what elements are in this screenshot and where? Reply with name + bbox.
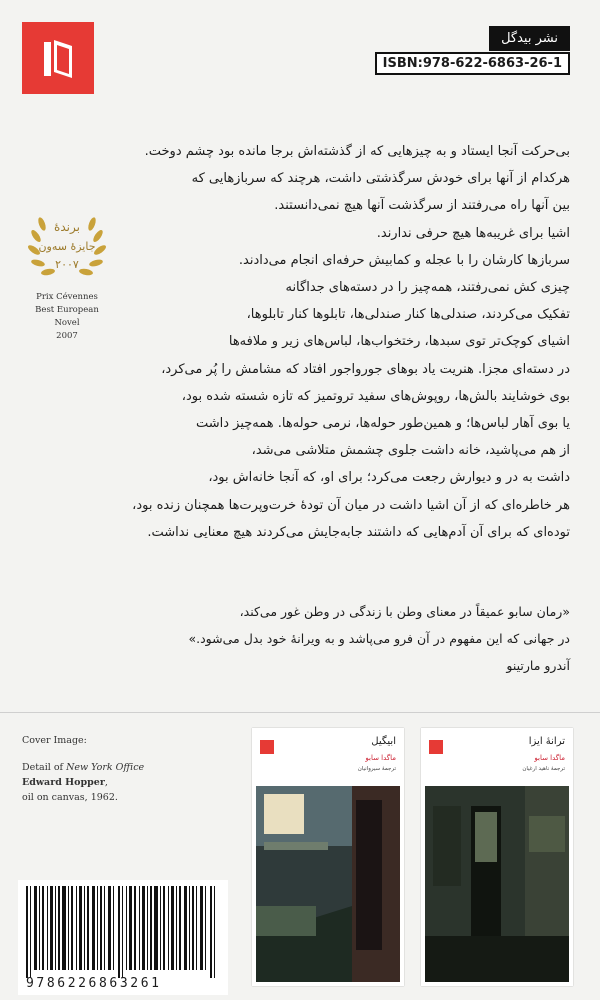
related-book-cover	[252, 728, 404, 986]
award-caption	[22, 291, 112, 343]
excerpt-line: در دسته‌ای مجزا. هنریت یاد بوهای جورواجور افتاد که مشامش را پُر می‌کرد،	[161, 361, 570, 377]
excerpt-line: چیزی کش نمی‌رفتند، همه‌چیز را در دسته‌های جداگانه	[285, 280, 570, 296]
artist-line: Edward Hopper,	[22, 777, 108, 788]
artwork-medium: oil on canvas, 1962.	[22, 792, 118, 803]
award-year-fa: ۲۰۰۷	[55, 258, 79, 271]
book-title: ابیگیل	[371, 736, 396, 747]
book-translator: ترجمهٔ سیروانیان	[357, 766, 396, 772]
book-logo-icon	[22, 22, 94, 94]
laurel-wreath	[22, 208, 112, 283]
excerpt-line: توده‌ای که برای آن آدم‌هایی که داشتند جابه‌جایش می‌کردند هیچ معنایی نداشت.	[147, 524, 570, 540]
excerpt-line: یا بوی آهار لباس‌ها؛ و همین‌طور حوله‌ها، نرمی حوله‌ها. همه‌چیز داشت	[195, 416, 570, 432]
quote-line: «رمان سابو عمیقاً در معنای وطن با زندگی در وطن غور می‌کند،	[239, 604, 570, 619]
excerpt-line: بوی خوشایند بالش‌ها، روپوش‌های سفید ترو‌تمیز که تازه شسته شده بود،	[181, 388, 570, 404]
excerpt-line: اشیای کوچک‌تر توی سبدها، رختخواب‌ها، لباس‌های زیر و ملافه‌ها	[228, 334, 570, 350]
quote-line: در جهانی که این مفهوم در آن فرو می‌پاشد و به ویرانهٔ خود بدل می‌شود.»	[188, 631, 570, 646]
excerpt-line: اشیا برای غریبه‌ها هیچ حرفی ندارند.	[376, 225, 570, 241]
publisher-mini-logo	[260, 740, 274, 754]
award-year: 2007	[56, 331, 78, 341]
excerpt-line: هرکدام از آنها برای خودش سرگذشتی داشت، هرچند که سربازهایی که	[191, 171, 570, 187]
cover-painting	[425, 786, 569, 982]
excerpt-line: بین آنها راه می‌رفتند از سرگذشت آنها هیچ نمی‌دانستند.	[274, 198, 570, 214]
award-block	[22, 208, 112, 343]
award-category: Best European Novel	[35, 305, 99, 328]
award-name: Prix Cévennes	[36, 292, 98, 302]
book-title: ترانهٔ ایزا	[528, 736, 565, 747]
section-divider	[0, 712, 600, 713]
window-scene-image	[425, 786, 569, 982]
credits-caption: Cover Image:	[22, 735, 87, 746]
publisher-mini-logo	[429, 740, 443, 754]
excerpt-line: سربازها کارشان را با عجله و کمابیش حرفه‌ای انجام می‌دادند.	[238, 252, 570, 268]
detail-prefix: Detail of	[22, 762, 67, 773]
excerpt-line: هر خاطره‌ای که از آن اشیا داشت در میان آن تودهٔ خرت‌وپرت‌ها همچنان زنده بود،	[132, 497, 570, 513]
award-subtitle: جایزهٔ سه‌ون	[38, 240, 96, 253]
quote-attribution: آندرو مارتینو	[506, 658, 570, 673]
publisher-name: نشر بیدگل	[489, 26, 570, 51]
excerpt-line: از هم می‌پاشید، خانه داشت جلوی چشمش متلاشی می‌شد،	[251, 443, 570, 459]
artwork-title: New York Office	[66, 762, 145, 773]
isbn-label: ISBN:978-622-6863-26-1	[375, 52, 570, 75]
excerpt-line: بی‌حرکت آنجا ایستاد و به چیزهایی که از گذشته‌اش برجا مانده بود چشم دوخت.	[144, 144, 570, 159]
barcode-number: 9786226863261	[26, 976, 162, 991]
interior-scene-image	[256, 786, 400, 982]
credits-detail	[22, 760, 162, 775]
excerpt-text	[120, 138, 570, 546]
cover-painting	[256, 786, 400, 982]
book-author: ماگدا سابو	[534, 754, 565, 762]
excerpt-line: تفکیک می‌کردند، صندلی‌ها کنار صندلی‌ها، تابلوها کنار تابلوها،	[246, 307, 570, 323]
review-quote	[30, 598, 570, 679]
publisher-logo	[22, 22, 94, 94]
award-title: برندهٔ	[54, 220, 80, 234]
cover-credits	[22, 733, 162, 805]
artist-name: Edward Hopper	[22, 777, 105, 788]
related-book-cover	[421, 728, 573, 986]
book-translator: ترجمهٔ ناهید ارغیان	[522, 766, 565, 772]
isbn-barcode	[18, 880, 228, 995]
excerpt-line: داشت به در و دیوارش رجعت می‌کرد؛ برای او، که آنجا خانه‌اش بود،	[208, 470, 570, 486]
book-author: ماگدا سابو	[365, 754, 396, 762]
